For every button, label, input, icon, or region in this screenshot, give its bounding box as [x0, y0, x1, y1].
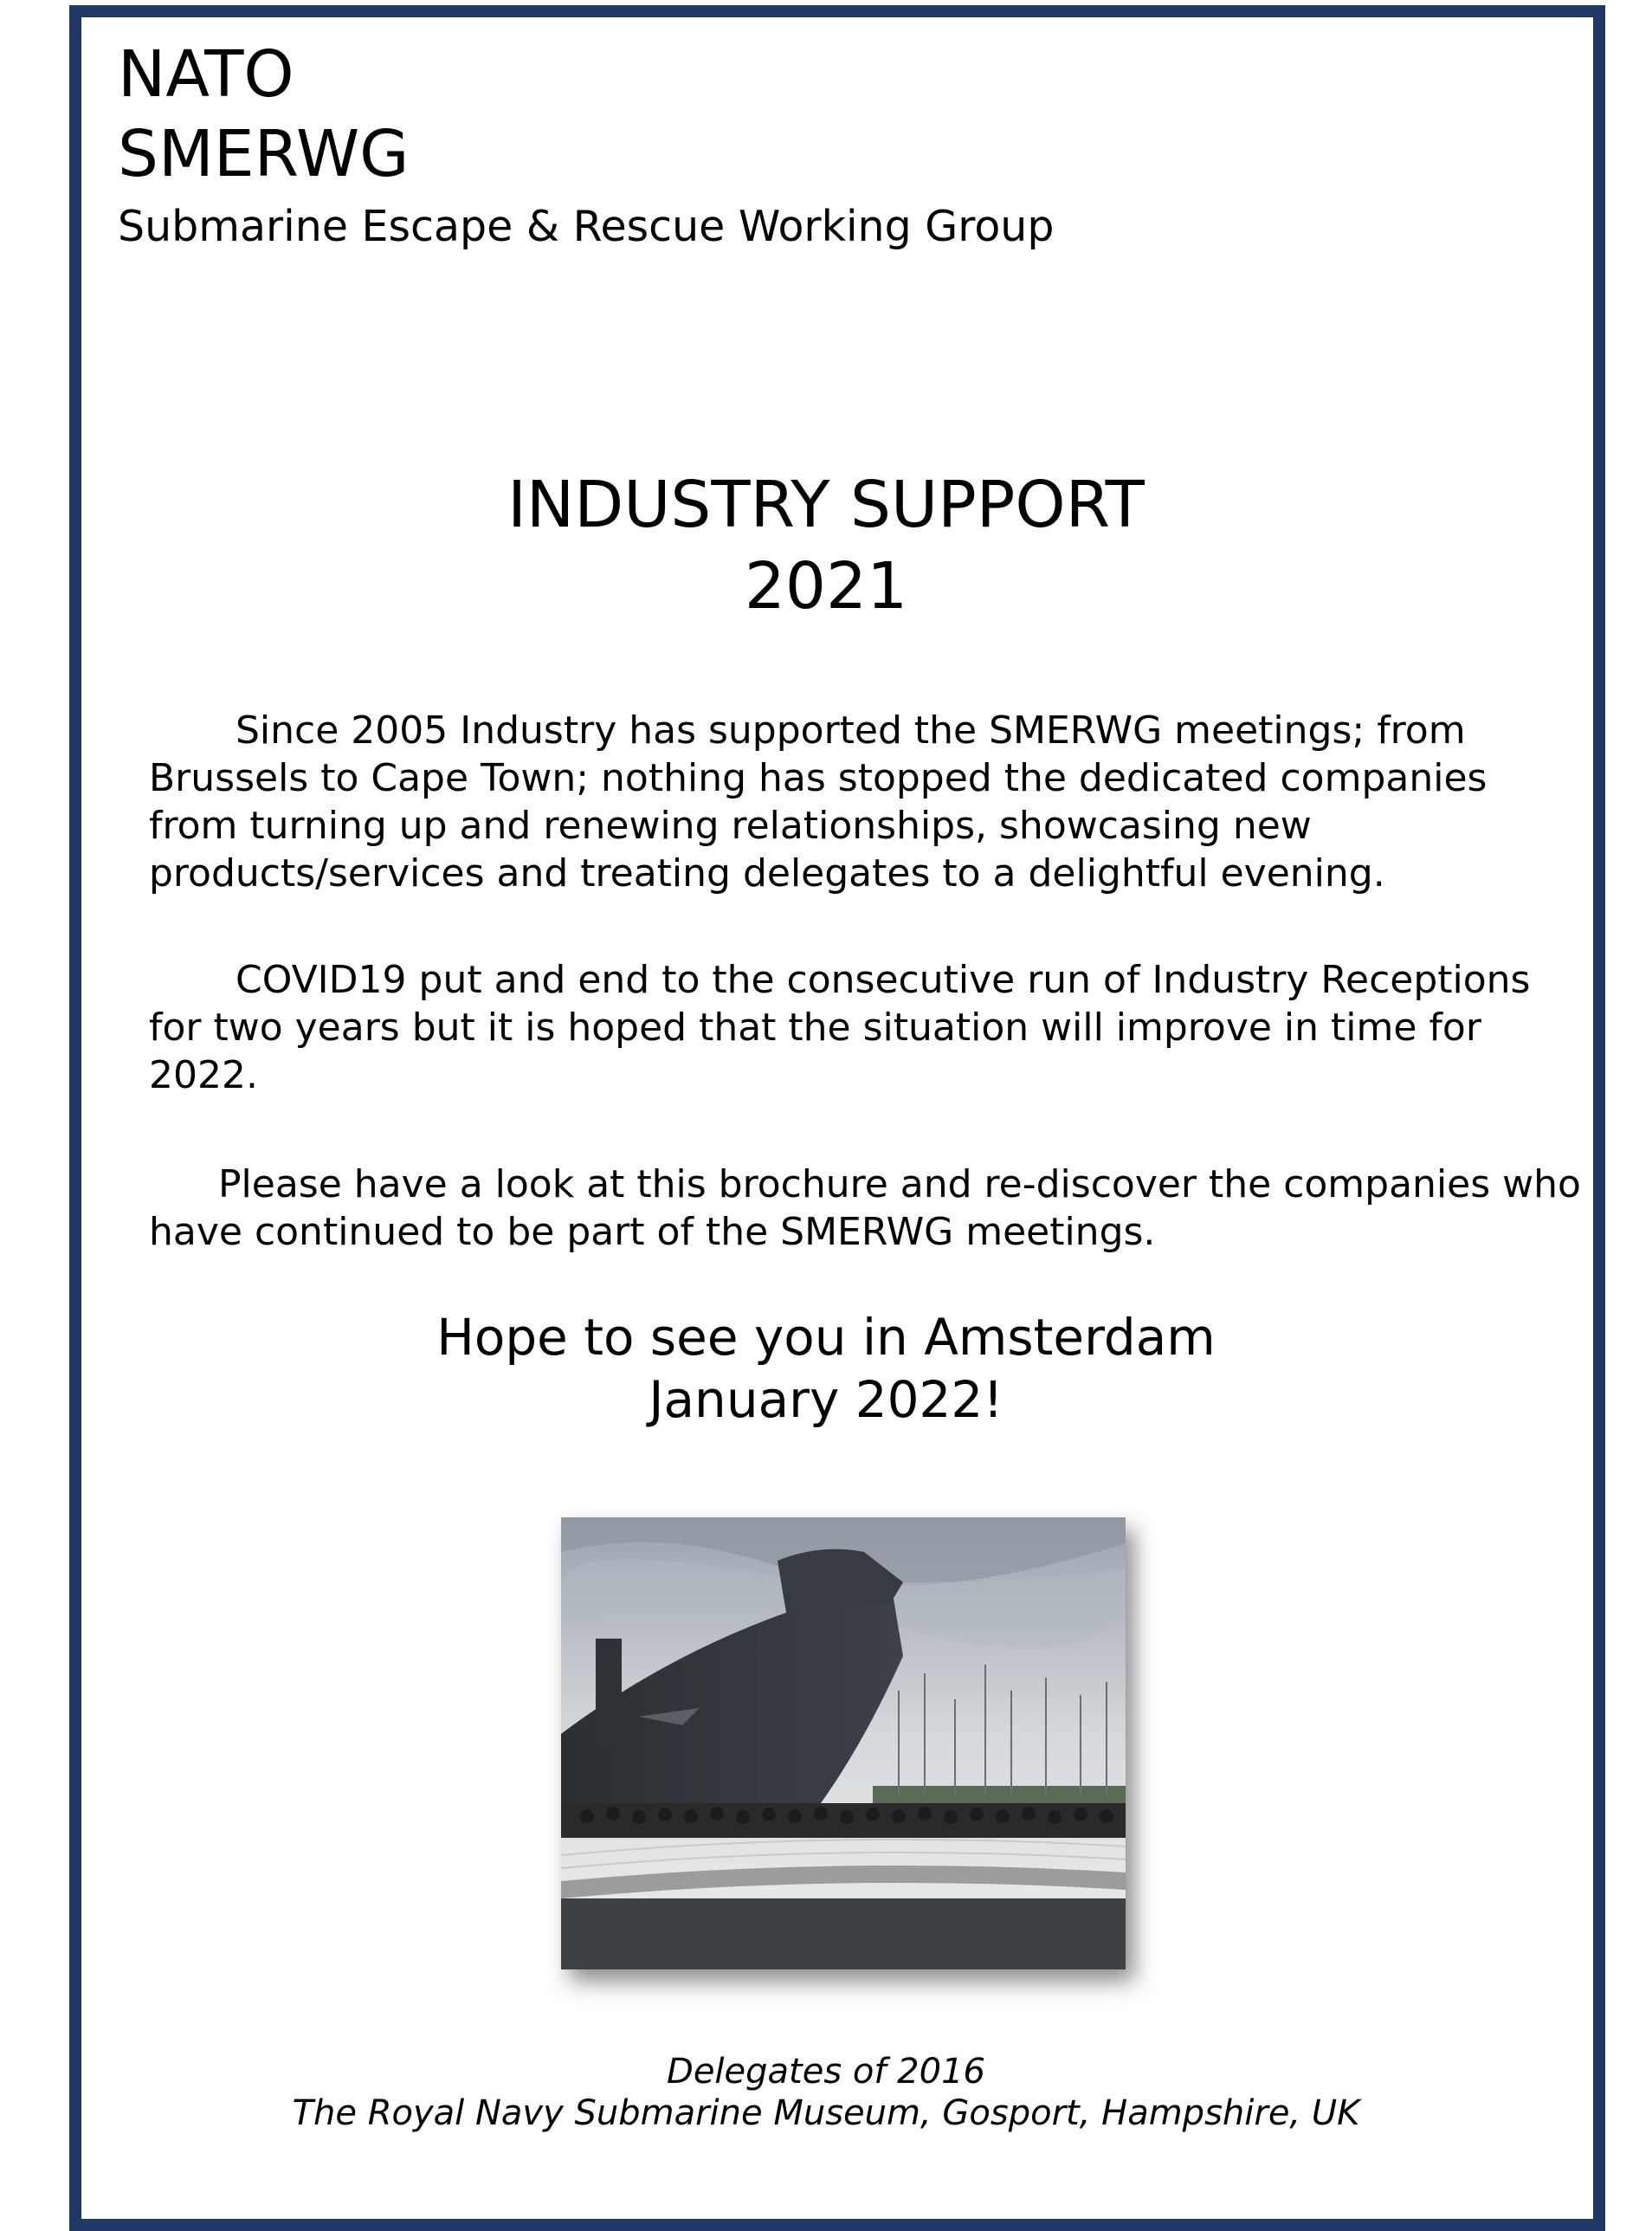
org-name-line-1: NATO: [118, 37, 294, 112]
covid-paragraph: COVID19 put and end to the consecutive run of Industry Receptions for two years but it is hoped that the situation will improve in time for 2022.: [149, 958, 1531, 1097]
page-title-line-2: 2021: [744, 549, 908, 624]
delegates-photo: [561, 1517, 1126, 1969]
intro-paragraph: Since 2005 Industry has supported the SMERWG meetings; from Brussels to Cape Town; nothing has stopped the dedicated companies from turning up and renewing relationships, showcasing new products/services and treating delegates to a delightful evening.: [149, 708, 1487, 896]
page-title: [0, 464, 1652, 627]
header: [118, 35, 1054, 255]
photo-caption-title: Delegates of 2016: [667, 2052, 985, 2092]
org-subtitle: Submarine Escape & Rescue Working Group: [118, 202, 1055, 251]
org-name-line-2: SMERWG: [118, 117, 410, 191]
photo-caption-location: The Royal Navy Submarine Museum, Gosport, Hampshire, UK: [292, 2093, 1360, 2133]
closing-line-2: January 2022!: [649, 1370, 1003, 1429]
brochure-paragraph: Please have a look at this brochure and re-discover the companies who have continued to be part of the SMERWG meetings.: [149, 1162, 1581, 1254]
closing-line-1: Hope to see you in Amsterdam: [436, 1308, 1216, 1367]
closing-message: [0, 1306, 1652, 1431]
page-title-line-1: INDUSTRY SUPPORT: [507, 468, 1145, 542]
